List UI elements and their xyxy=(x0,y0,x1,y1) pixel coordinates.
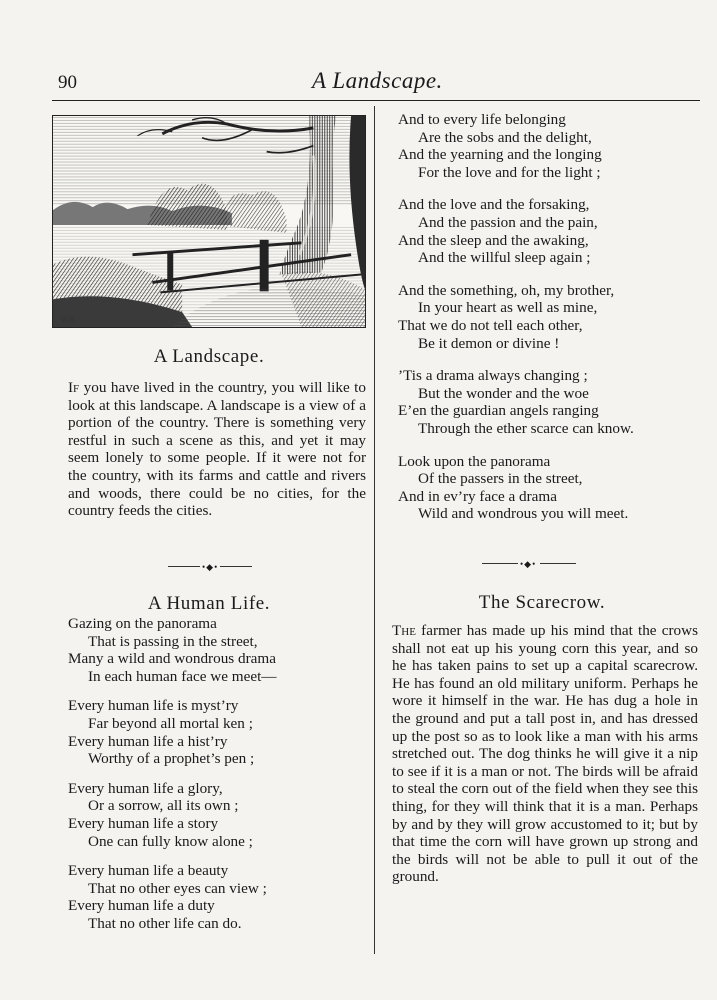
poem-line: Every human life a glory, xyxy=(68,779,223,797)
poem-line: Of the passers in the street, xyxy=(418,470,583,488)
scarecrow-first-word: The xyxy=(392,622,416,639)
poem-line: Many a wild and wondrous drama xyxy=(68,650,276,668)
stanza xyxy=(398,282,634,352)
human-life-title: A Human Life. xyxy=(147,593,271,614)
poem-line: Every human life is myst’ry xyxy=(68,697,239,715)
stanza xyxy=(68,862,276,932)
engraving-drawing xyxy=(53,116,365,327)
poem-line: ’Tis a drama always changing ; xyxy=(398,367,588,385)
poem-line: Far beyond all mortal ken ; xyxy=(88,714,253,732)
poem-line: And the passion and the pain, xyxy=(418,213,598,231)
scarecrow-body: farmer has made up his mind that the crows shall not eat up his young corn this year, and so he has taken pains to set up a capital scarecrow. He has found an old military uniform. Perhaps he wore it himself in the war. He has dug a hole in the ground and put a tall post in, and has dressed up the post so as to look like a man with his arms stretched out. The dog thinks he will give it a nip to see if it is a man or not. The birds will be afraid to steal the corn out of the field when they see this thing, for they will think that it is a man. Perhaps by and by they will grow accustomed to it; but by that time the corn will have grown up strong and the birds will not be able to pull it out of the ground. xyxy=(392,622,698,886)
poem-line: Or a sorrow, all its own ; xyxy=(88,797,239,815)
poem-line: on the panorama xyxy=(115,615,217,632)
poem-line: Through the ether scarce can know. xyxy=(418,419,634,437)
stanza xyxy=(68,780,276,850)
header-rule xyxy=(52,100,700,101)
poem-line: Every human life a beauty xyxy=(68,862,229,880)
page-number: 90 xyxy=(58,72,77,93)
poem-line: And the something, oh, my brother, xyxy=(398,281,615,299)
poem-line: Be it demon or divine ! xyxy=(418,334,560,352)
poem-line: In your heart as well as mine, xyxy=(418,299,598,317)
poem-line: And the sleep and the awaking, xyxy=(398,231,589,249)
stanza xyxy=(398,453,634,523)
separator-left xyxy=(168,562,252,572)
landscape-paragraph xyxy=(68,379,366,520)
stanza xyxy=(398,367,634,437)
landscape-first-word: If xyxy=(68,379,80,396)
poem-line: Wild and wondrous you will meet. xyxy=(418,505,629,523)
poem-line: For the love and for the light ; xyxy=(418,163,601,181)
poem-line: Every human life a hist’ry xyxy=(68,732,228,750)
stanza xyxy=(68,615,276,685)
stanza xyxy=(398,111,634,181)
poem-line: And the yearning and the longing xyxy=(398,146,602,164)
landscape-title: A Landscape. xyxy=(153,346,265,367)
poem-line: Every human life a story xyxy=(68,814,219,832)
separator-ornament: •◆• xyxy=(202,562,219,572)
separator-right xyxy=(482,559,576,569)
poem-line: And the love and the forsaking, xyxy=(398,196,590,214)
stanza xyxy=(398,196,634,266)
stanza xyxy=(68,697,276,767)
scarecrow-title: The Scarecrow. xyxy=(478,592,606,613)
landscape-engraving-icon xyxy=(52,115,366,328)
running-title: A Landscape. xyxy=(312,68,443,93)
poem-line: E’en the guardian angels ranging xyxy=(398,402,599,420)
poem-line: That we do not tell each other, xyxy=(398,316,583,334)
poem-line: That is passing in the street, xyxy=(88,632,258,650)
scarecrow-paragraph xyxy=(392,622,698,886)
poem-line: That no other life can do. xyxy=(88,914,242,932)
poem-line: That no other eyes can view ; xyxy=(88,879,267,897)
column-divider xyxy=(374,106,375,954)
poem-line: And in ev’ry face a drama xyxy=(398,487,557,505)
poem-line: But the wonder and the woe xyxy=(418,384,589,402)
poem-line: Every human life a duty xyxy=(68,897,215,915)
human-life-poem xyxy=(68,615,276,945)
engraver-signature: W.B. xyxy=(60,315,77,325)
poem-line: Worthy of a prophet’s pen ; xyxy=(88,750,255,768)
poem-line: One can fully know alone ; xyxy=(88,832,253,850)
poem-continued xyxy=(398,111,634,535)
separator-ornament: •◆• xyxy=(520,559,537,569)
poem-line: In each human face we meet— xyxy=(88,667,277,685)
human-life-first-word: Gazing xyxy=(68,615,112,632)
landscape-body: you have lived in the country, you will like to look at this landscape. A landscape is a view of a portion of the country. There is something very restful in such a scene as this, and yet it may seem lonely to some people. If it were not for the country, with its farms and cattle and rivers and woods, there could be no cities, for the country feeds the cities. xyxy=(68,379,366,520)
poem-line: Are the sobs and the delight, xyxy=(418,128,592,146)
poem-line: And to every life belonging xyxy=(398,111,566,128)
poem-line: Look upon the panorama xyxy=(398,452,551,470)
poem-line: And the willful sleep again ; xyxy=(418,249,591,267)
